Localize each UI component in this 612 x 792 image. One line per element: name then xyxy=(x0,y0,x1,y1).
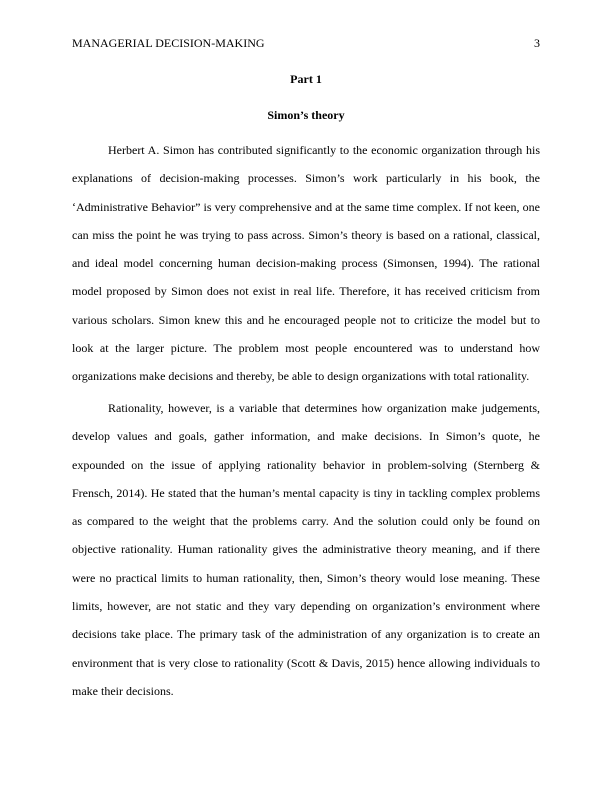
running-head: MANAGERIAL DECISION-MAKING xyxy=(72,36,265,50)
part-heading: Part 1 xyxy=(290,72,322,86)
body-paragraph-1: Herbert A. Simon has contributed significantly to the economic organization through his explanations of decision-making processes. Simon’s work particularly in his book, the ‘Administrative Behavior” is very comprehensive and at the same time complex. If not keen, one can miss the point he was trying to pass across. Simon’s theory is based on a rational, classical, and ideal model concerning human decision-making process (Simonsen, 1994). The rational model proposed by Simon does not exist in real life. Therefore, it has received criticism from various scholars. Simon knew this and he encouraged people not to criticize the model but to look at the larger picture. The problem most people encountered was to understand how organizations make decisions and thereby, be able to design organizations with total rationality. xyxy=(72,143,540,384)
body-paragraph-2: Rationality, however, is a variable that determines how organization make judgements, develop values and goals, gather information, and make decisions. In Simon’s quote, he expounded on the issue of applying rationality behavior in problem-solving (Sternberg & Frensch, 2014). He stated that the human’s mental capacity is tiny in tackling complex problems as compared to the weight that the problems carry. And the solution could only be found on objective rationality. Human rationality gives the administrative theory meaning, and if there were no practical limits to human rationality, then, Simon’s theory would lose meaning. These limits, however, are not static and they vary depending on organization’s environment where decisions take place. The primary task of the administration of any organization is to create an environment that is very close to rationality (Scott & Davis, 2015) hence allowing individuals to make their decisions. xyxy=(72,401,540,698)
section-heading: Simon’s theory xyxy=(267,108,345,122)
page-number: 3 xyxy=(534,36,540,50)
